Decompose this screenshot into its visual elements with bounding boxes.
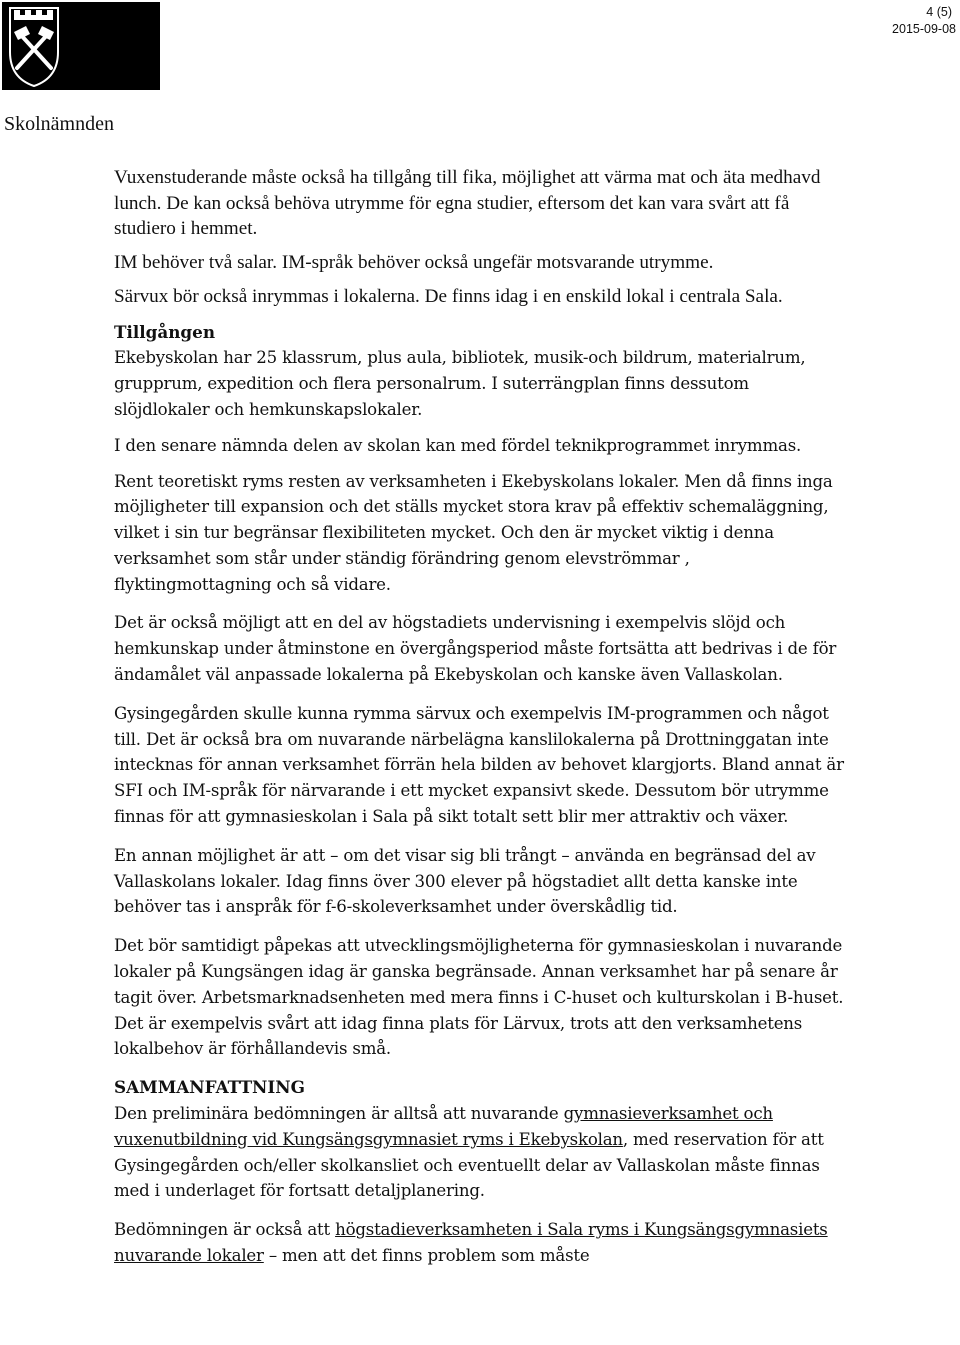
paragraph-bedomning-2	[114, 1217, 849, 1269]
text-run: Den preliminära bedömningen är alltså att nuvarande	[114, 1104, 564, 1124]
text-run: Bedömningen är också att	[114, 1220, 336, 1240]
underlined-text: gymnasieverksamhet och vuxenutbildning vid Kungsängsgymnasiet ryms i Ekebyskolan	[114, 1104, 773, 1149]
page-number: 4 (5)	[926, 5, 952, 19]
paragraph-gysingegarden: Gysingegården skulle kunna rymma särvux och exempelvis IM-programmen och något till. Det är också bra om nuvarande närbelägna kanslilokalerna på Drottninggatan inte intecknas för annan verksamhet förrän hela bilden av behovet klargjorts. Bland annat är SFI och IM-språk för närvarande i ett mycket expansivt skede. Dessutom bör utrymme finnas för att gymnasieskolan i Sala på sikt totalt sett blir mer attraktiv och växer.	[114, 703, 844, 827]
municipal-crest-logo	[2, 2, 160, 90]
organization-name: Skolnämnden	[4, 113, 114, 135]
paragraph-teknikprogrammet: I den senare nämnda delen av skolan kan med fördel teknikprogrammet inrymmas.	[114, 435, 802, 455]
heading-sammanfattning: SAMMANFATTNING	[114, 1077, 305, 1098]
paragraph-vuxenstuderande: Vuxenstuderande måste också ha tillgång till fika, möjlighet att värma mat och äta medhavd lunch. De kan också behöva utrymme för egna studier, eftersom det kan vara svårt att få studiero i hemmet.	[114, 167, 821, 240]
crossed-hammers-crest-icon	[2, 2, 160, 90]
paragraph-teoretiskt: Rent teoretiskt ryms resten av verksamheten i Ekebyskolans lokaler. Men då finns inga möjligheter till expansion och det ställs mycket stora krav på effektiv schemaläggning, vilket i sin tur begränsar flexibiliteten mycket. Och den är mycket viktig i denna verksamhet som står under ständig förändring genom elevströmmar , flyktingmottagning och så vidare.	[114, 471, 833, 594]
paragraph-bedomning-1	[114, 1101, 849, 1204]
heading-tillgangen: Tillgången	[114, 321, 216, 342]
paragraph-vallaskolan: En annan möjlighet är att – om det visar sig bli trångt – använda en begränsad del av Vallaskolans lokaler. Idag finns över 300 elever på högstadiet allt detta kanske inte behöver tas i anspråk för f-6-skoleverksamhet under överskådlig tid.	[114, 845, 816, 917]
paragraph-im: IM behöver två salar. IM-språk behöver också ungefär motsvarande utrymme.	[114, 252, 714, 274]
paragraph-utvecklingsmojligheter: Det bör samtidigt påpekas att utvecklingsmöjligheterna för gymnasieskolan i nuvarande lokaler på Kungsängen idag är ganska begränsade. Annan verksamhet har på senare år tagit över. Arbetsmarknadsenheten med mera finns i C-huset och kulturskolan i B-huset. Det är exempelvis svårt att idag finna plats för Lärvux, trots att den verksamhetens lokalbehov är förhållandevis små.	[114, 936, 844, 1059]
paragraph-ekebyskolan: Ekebyskolan har 25 klassrum, plus aula, bibliotek, musik-och bildrum, materialrum, grupprum, expedition och flera personalrum. I suterrängplan finns dessutom slöjdlokaler och hemkunskapslokaler.	[114, 348, 806, 419]
document-date: 2015-09-08	[892, 22, 956, 36]
text-run: , med reservation för att Gysingegården och/eller skolkansliet och eventuellt delar av Vallaskolan måste finnas med i underlaget för fortsatt detaljplanering.	[114, 1129, 824, 1201]
document-body	[114, 165, 849, 1269]
underlined-text: högstadieverksamheten i Sala ryms i Kungsängsgymnasiets nuvarande lokaler	[114, 1220, 828, 1266]
text-run: – men att det finns problem som måste	[263, 1246, 590, 1266]
paragraph-sarvux: Särvux bör också inrymmas i lokalerna. De finns idag i en enskild lokal i centrala Sala.	[114, 285, 783, 307]
paragraph-hogstadiet: Det är också möjligt att en del av högstadiets undervisning i exempelvis slöjd och hemkunskap under åtminstone en övergångsperiod måste fortsätta att bedrivas i de för ändamålet väl anpassade lokalerna på Ekebyskolan och kanske även Vallaskolan.	[114, 613, 837, 685]
